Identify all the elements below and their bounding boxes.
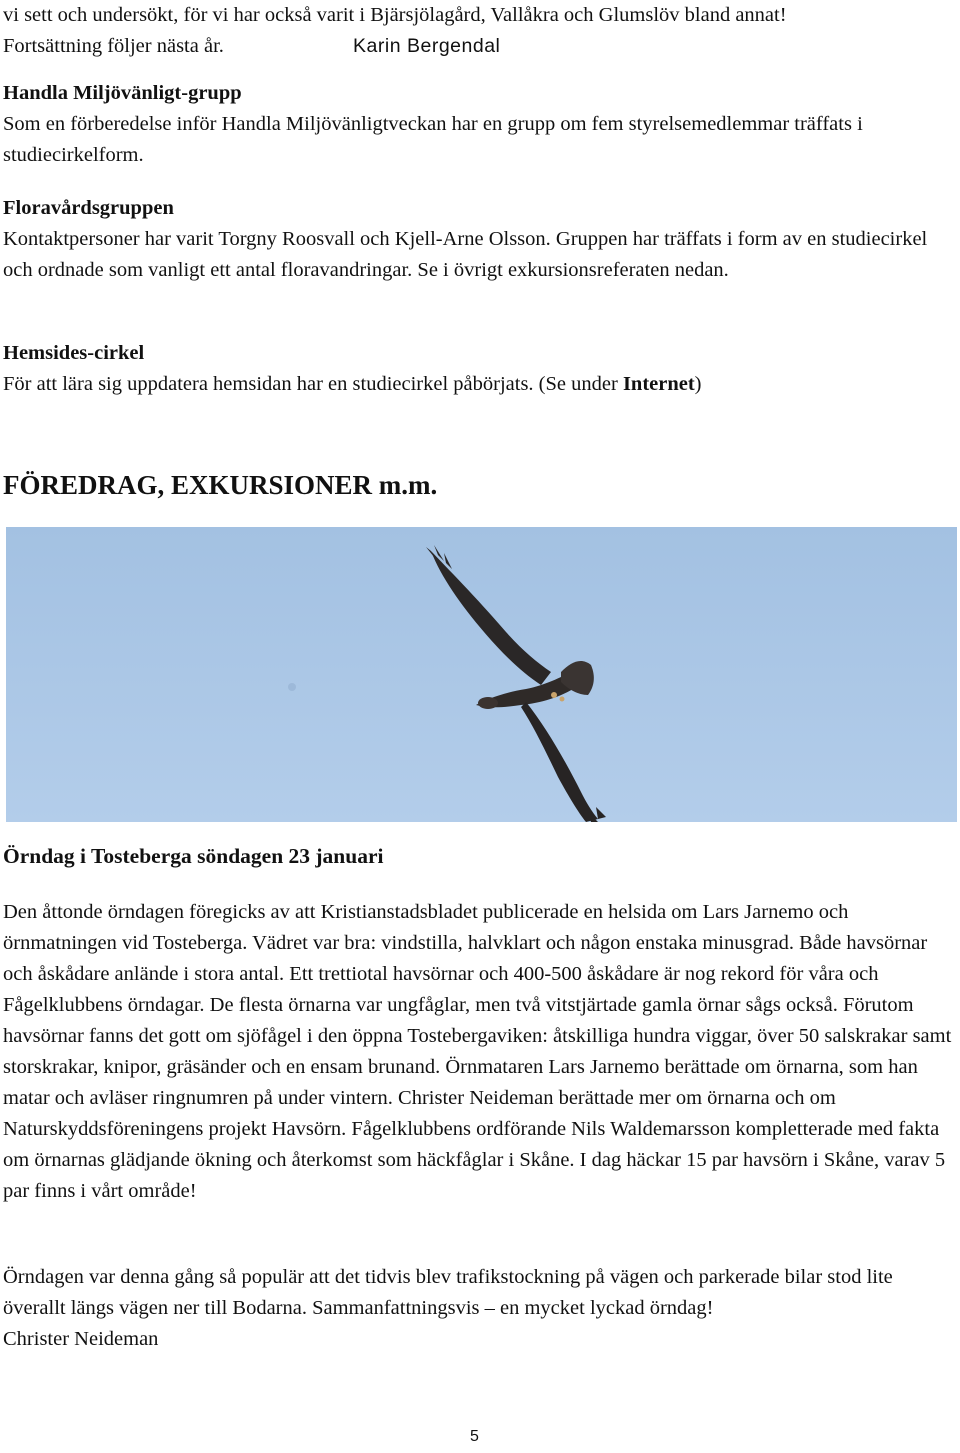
intro-continuation-text: Fortsättning följer nästa år. <box>3 35 224 57</box>
sky-background <box>6 527 957 822</box>
page-number: 5 <box>470 1428 479 1445</box>
group-title: Floravårdsgruppen <box>3 197 174 219</box>
group-body: Kontaktpersoner har varit Torgny Roosvall och Kjell-Arne Olsson. Gruppen har träffats i form av en studiecirkel och ordnade som vanligt ett antal floravandringar. Se i övrigt exkursionsreferaten nedan. <box>3 228 928 281</box>
intro-line: vi sett och undersökt, för vi har också varit i Bjärsjölagård, Vallåkra och Glumslöv bland annat! <box>3 4 787 26</box>
group-floravardsgruppen <box>3 193 953 286</box>
group-hemsides-cirkel <box>3 338 953 400</box>
intro-continuation <box>3 31 953 62</box>
eagle-photo <box>6 527 957 822</box>
article-paragraph-2: Örndagen var denna gång så populär att det tidvis blev trafikstockning på vägen och parkerade bilar stod lite överallt längs vägen ner till Bodarna. Sammanfattningsvis – en mycket lyckad örndag! <box>3 1266 893 1319</box>
article-paragraph-1: Den åttonde örndagen föregicks av att Kristianstadsbladet publicerade en helsida om Lars Jarnemo och örnmatningen vid Tosteberga. Vädret var bra: vindstilla, halvklart och någon enstaka minusgrad. Både havsörnar och åskådare anlände i stora antal. Ett trettiotal havsörnar och 400-500 åskådare är nog rekord för våra och Fågelklubbens örndagar. De flesta örnarna var ungfåglar, men två vitstjärtade gamla örnar sågs också. Förutom havsörnar fanns det gott om sjöfågel i den öppna Tostebergaviken: åtskilliga hundra viggar, över 50 salskrakar samt storskrakar, knipor, gräsänder och en ensam brunand. Örnmataren Lars Jarnemo berättade om örnarna, som han matar och avläser ringnumren på under vintern. Christer Neideman berättade mer om örnarna och om Naturskyddsföreningens projekt Havsörn. Fågelklubbens ordförande Nils Waldemarsson kompletterade med fakta om örnarnas glädjande ökning och återkomst som häckfåglar i Skåne. I dag häckar 15 par havsörn i Skåne, varav 5 par finns i vårt område! <box>3 901 952 1202</box>
eagle-head <box>478 697 498 709</box>
group-title: Hemsides-cirkel <box>3 342 145 364</box>
article-author: Christer Neideman <box>3 1328 159 1350</box>
group-body: Som en förberedelse inför Handla Miljövänligtveckan har en grupp om fem styrelsemedlemmar träffats i studiecirkelform. <box>3 113 863 166</box>
article-title: Örndag i Tosteberga söndagen 23 januari <box>3 844 384 868</box>
eagle-in-flight-icon <box>6 527 957 822</box>
eagle-feet <box>551 692 557 698</box>
group-title: Handla Miljövänligt-grupp <box>3 82 242 104</box>
intro-author: Karin Bergendal <box>353 35 501 57</box>
section-heading: FÖREDRAG, EXKURSIONER m.m. <box>3 470 438 500</box>
group-handla-miljovanligt <box>3 78 953 171</box>
group-body: För att lära sig uppdatera hemsidan har en studiecirkel påbörjats. (Se under <box>3 373 623 395</box>
internet-reference: Internet <box>622 373 695 395</box>
group-body-end: ) <box>694 373 702 395</box>
